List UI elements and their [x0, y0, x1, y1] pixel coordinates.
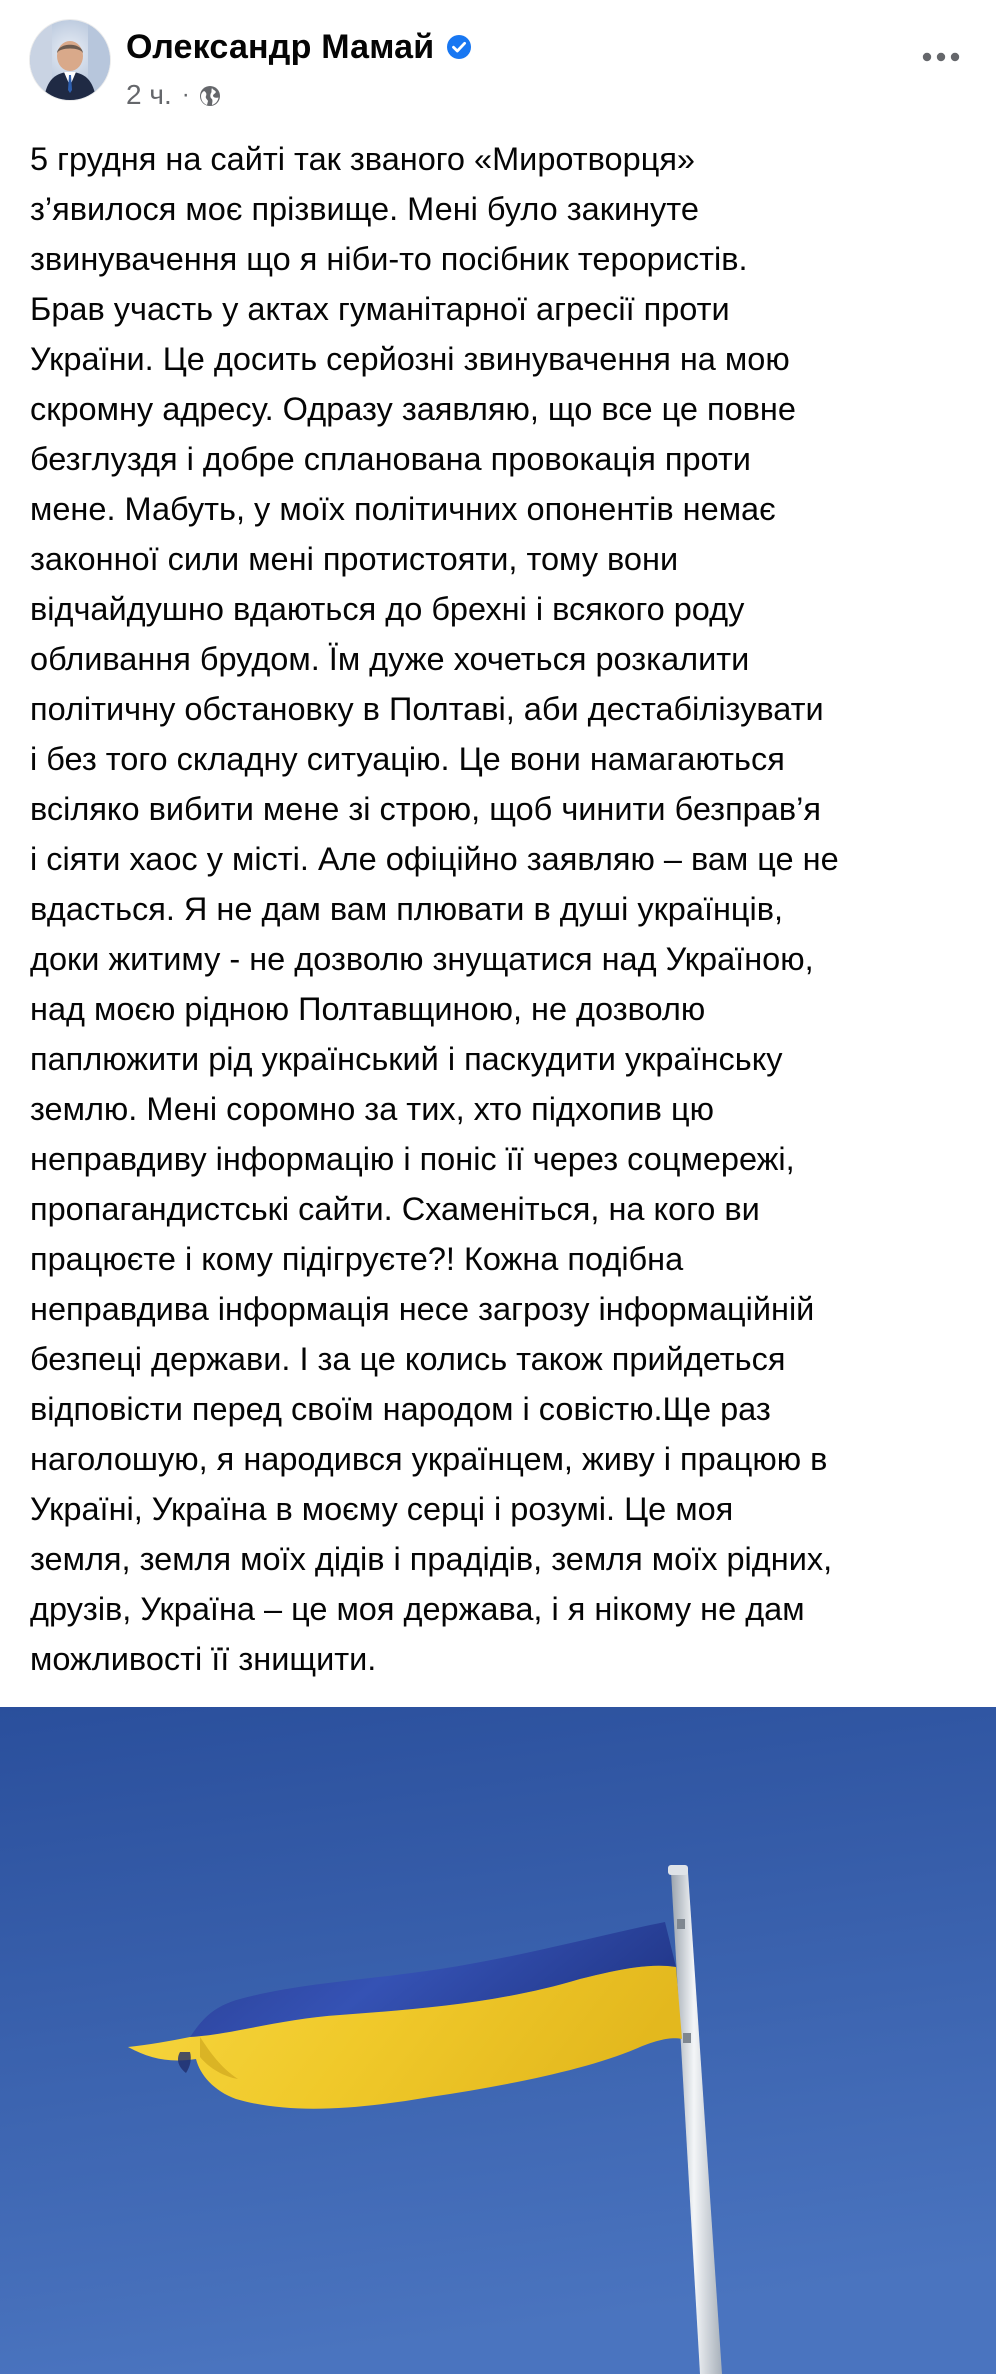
author-row [126, 26, 472, 68]
post-image-ukrainian-flag[interactable] [0, 1707, 996, 2374]
more-options-button[interactable] [918, 34, 964, 80]
post-timestamp[interactable]: 2 ч. [126, 79, 172, 110]
avatar-photo [30, 20, 110, 100]
avatar[interactable] [30, 20, 110, 100]
verified-badge-icon [446, 34, 472, 60]
meta-separator: · [181, 81, 190, 108]
post-header [0, 0, 996, 130]
more-horizontal-icon [921, 51, 961, 63]
author-name[interactable]: Олександр Мамай [126, 27, 435, 66]
pole-cap [668, 1865, 688, 1875]
post-meta [126, 78, 222, 112]
globe-icon[interactable] [198, 83, 222, 107]
post-text: 5 грудня на сайті так званого «Миротворця» з’явилося моє прізвище. Мені було закинуте звинувачення що я ніби-то посібник терористів. Брав участь у актах гуманітарної агресії проти України. Це досить серйозні звинувачення на мою скромну адресу. Одразу заявляю, що все це повне безглуздя і добре спланована провокація проти мене. Мабуть, у моїх політичних опонентів немає законної сили мені протистояти, тому вони відчайдушно вдаються до брехні і всякого роду обливання брудом. Їм дуже хочеться розкалити політичну обстановку в Полтаві, аби дестабілізувати і без того складну ситуацію. Це вони намагаються всіляко вибити мене зі строю, щоб чинити безправ’я і сіяти хаос у місті. Але офіційно заявляю – вам це не вдасться. Я не дам вам плювати в душі українців, доки житиму - не дозволю знущатися над Україною, над моєю рідною Полтавщиною, не дозволю паплюжити рід український і паскудити українську землю. Мені соромно за тих, хто підхопив цю неправдиву інформацію і поніс її через соцмережі, пропагандистські сайти. Схаменіться, на кого ви працюєте і кому підігруєте?! Кожна подібна неправдива інформація несе загрозу інформаційній безпеці держави. І за це колись також прийдеться відповісти перед своїм народом і совістю.Ще раз наголошую, я народився українцем, живу і працюю в Україні, Україна в моєму серці і розумі. Це моя земля, земля моїх дідів і прадідів, земля моїх рідних, друзів, Україна – це моя держава, і я нікому не дам можливості її знищити. [30, 141, 839, 1677]
